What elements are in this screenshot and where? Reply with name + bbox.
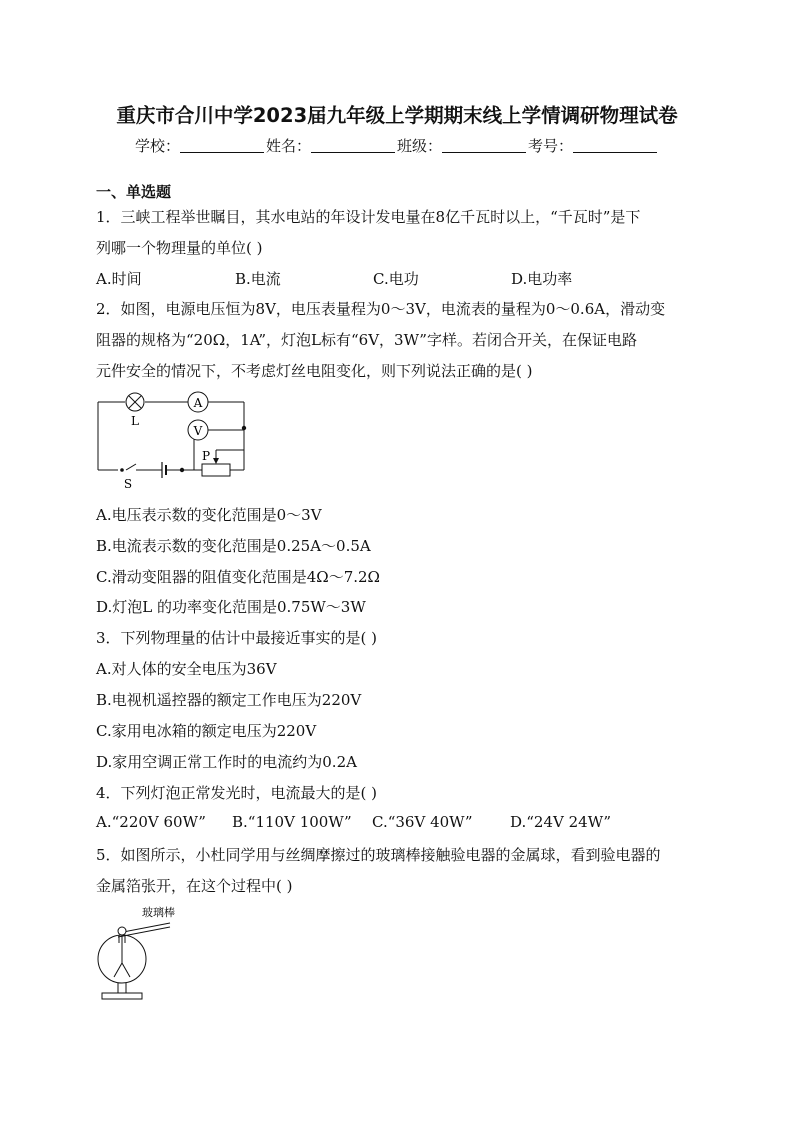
page-title: 重庆市合川中学2023届九年级上学期期末线上学情调研物理试卷 — [116, 104, 678, 127]
q1-option-d: D.电功率 — [511, 270, 573, 288]
electroscope-diagram — [92, 903, 192, 1005]
number-label: 考号： — [528, 137, 574, 155]
voltmeter-label: V — [193, 424, 203, 438]
name-blank[interactable] — [311, 138, 395, 153]
q1-option-a: A.时间 — [96, 270, 142, 288]
q1-option-b: B.电流 — [235, 270, 281, 288]
q3-option-b: B.电视机遥控器的额定工作电压为220V — [96, 691, 362, 709]
student-info-row — [0, 135, 794, 156]
circuit-diagram — [90, 388, 260, 496]
q4-option-d: D.“24V 24W” — [510, 813, 612, 831]
q2-option-c: C.滑动变阻器的阻值变化范围是4Ω～7.2Ω — [96, 568, 380, 586]
number-blank[interactable] — [573, 138, 657, 153]
q4-option-a: A.“220V 60W” — [96, 813, 206, 831]
slider-label: P — [201, 449, 211, 463]
q3-option-c: C.家用电冰箱的额定电压为220V — [96, 722, 317, 740]
q3-option-a: A.对人体的安全电压为36V — [96, 660, 277, 678]
q3-option-d: D.家用空调正常工作时的电流约为0.2A — [96, 753, 357, 771]
q1-option-c: C.电功 — [373, 270, 419, 288]
q4-option-c: C.“36V 40W” — [372, 813, 473, 831]
q2-line3: 元件安全的情况下，不考虑灯丝电阻变化，则下列说法正确的是( ) — [96, 362, 533, 380]
lamp-label: L — [131, 414, 139, 428]
switch-label: S — [123, 477, 133, 491]
q2-line2: 阻器的规格为“20Ω，1A”，灯泡L标有“6V，3W”字样。若闭合开关，在保证电路 — [96, 331, 637, 349]
class-blank[interactable] — [442, 138, 526, 153]
q4-option-b: B.“110V 100W” — [232, 813, 352, 831]
ammeter-label: A — [193, 396, 203, 410]
q2-option-b: B.电流表示数的变化范围是0.25A～0.5A — [96, 537, 371, 555]
class-label: 班级： — [397, 137, 443, 155]
section-heading: 一、单选题 — [96, 183, 172, 201]
q5-line1: 5．如图所示，小杜同学用与丝绸摩擦过的玻璃棒接触验电器的金属球，看到验电器的 — [96, 846, 661, 864]
q2-line1: 2．如图，电源电压恒为8V，电压表量程为0～3V，电流表的量程为0～0.6A，滑动变 — [96, 300, 666, 318]
name-label: 姓名： — [265, 137, 311, 155]
q1-line1: 1．三峡工程举世瞩目，其水电站的年设计发电量在8亿千瓦时以上，“千瓦时”是下 — [96, 208, 641, 226]
q2-option-d: D.灯泡L 的功率变化范围是0.75W～3W — [96, 598, 366, 616]
school-blank[interactable] — [180, 138, 264, 153]
q1-line2: 列哪一个物理量的单位( ) — [96, 239, 263, 257]
school-label: 学校： — [134, 137, 180, 155]
q2-option-a: A.电压表示数的变化范围是0～3V — [96, 506, 322, 524]
q5-line2: 金属箔张开，在这个过程中( ) — [96, 877, 293, 895]
q3-line1: 3．下列物理量的估计中最接近事实的是( ) — [96, 629, 378, 647]
lamp-symbol — [126, 393, 144, 411]
q4-line1: 4．下列灯泡正常发光时，电流最大的是( ) — [96, 784, 378, 802]
glass-rod-label: 玻璃棒 — [142, 906, 175, 919]
